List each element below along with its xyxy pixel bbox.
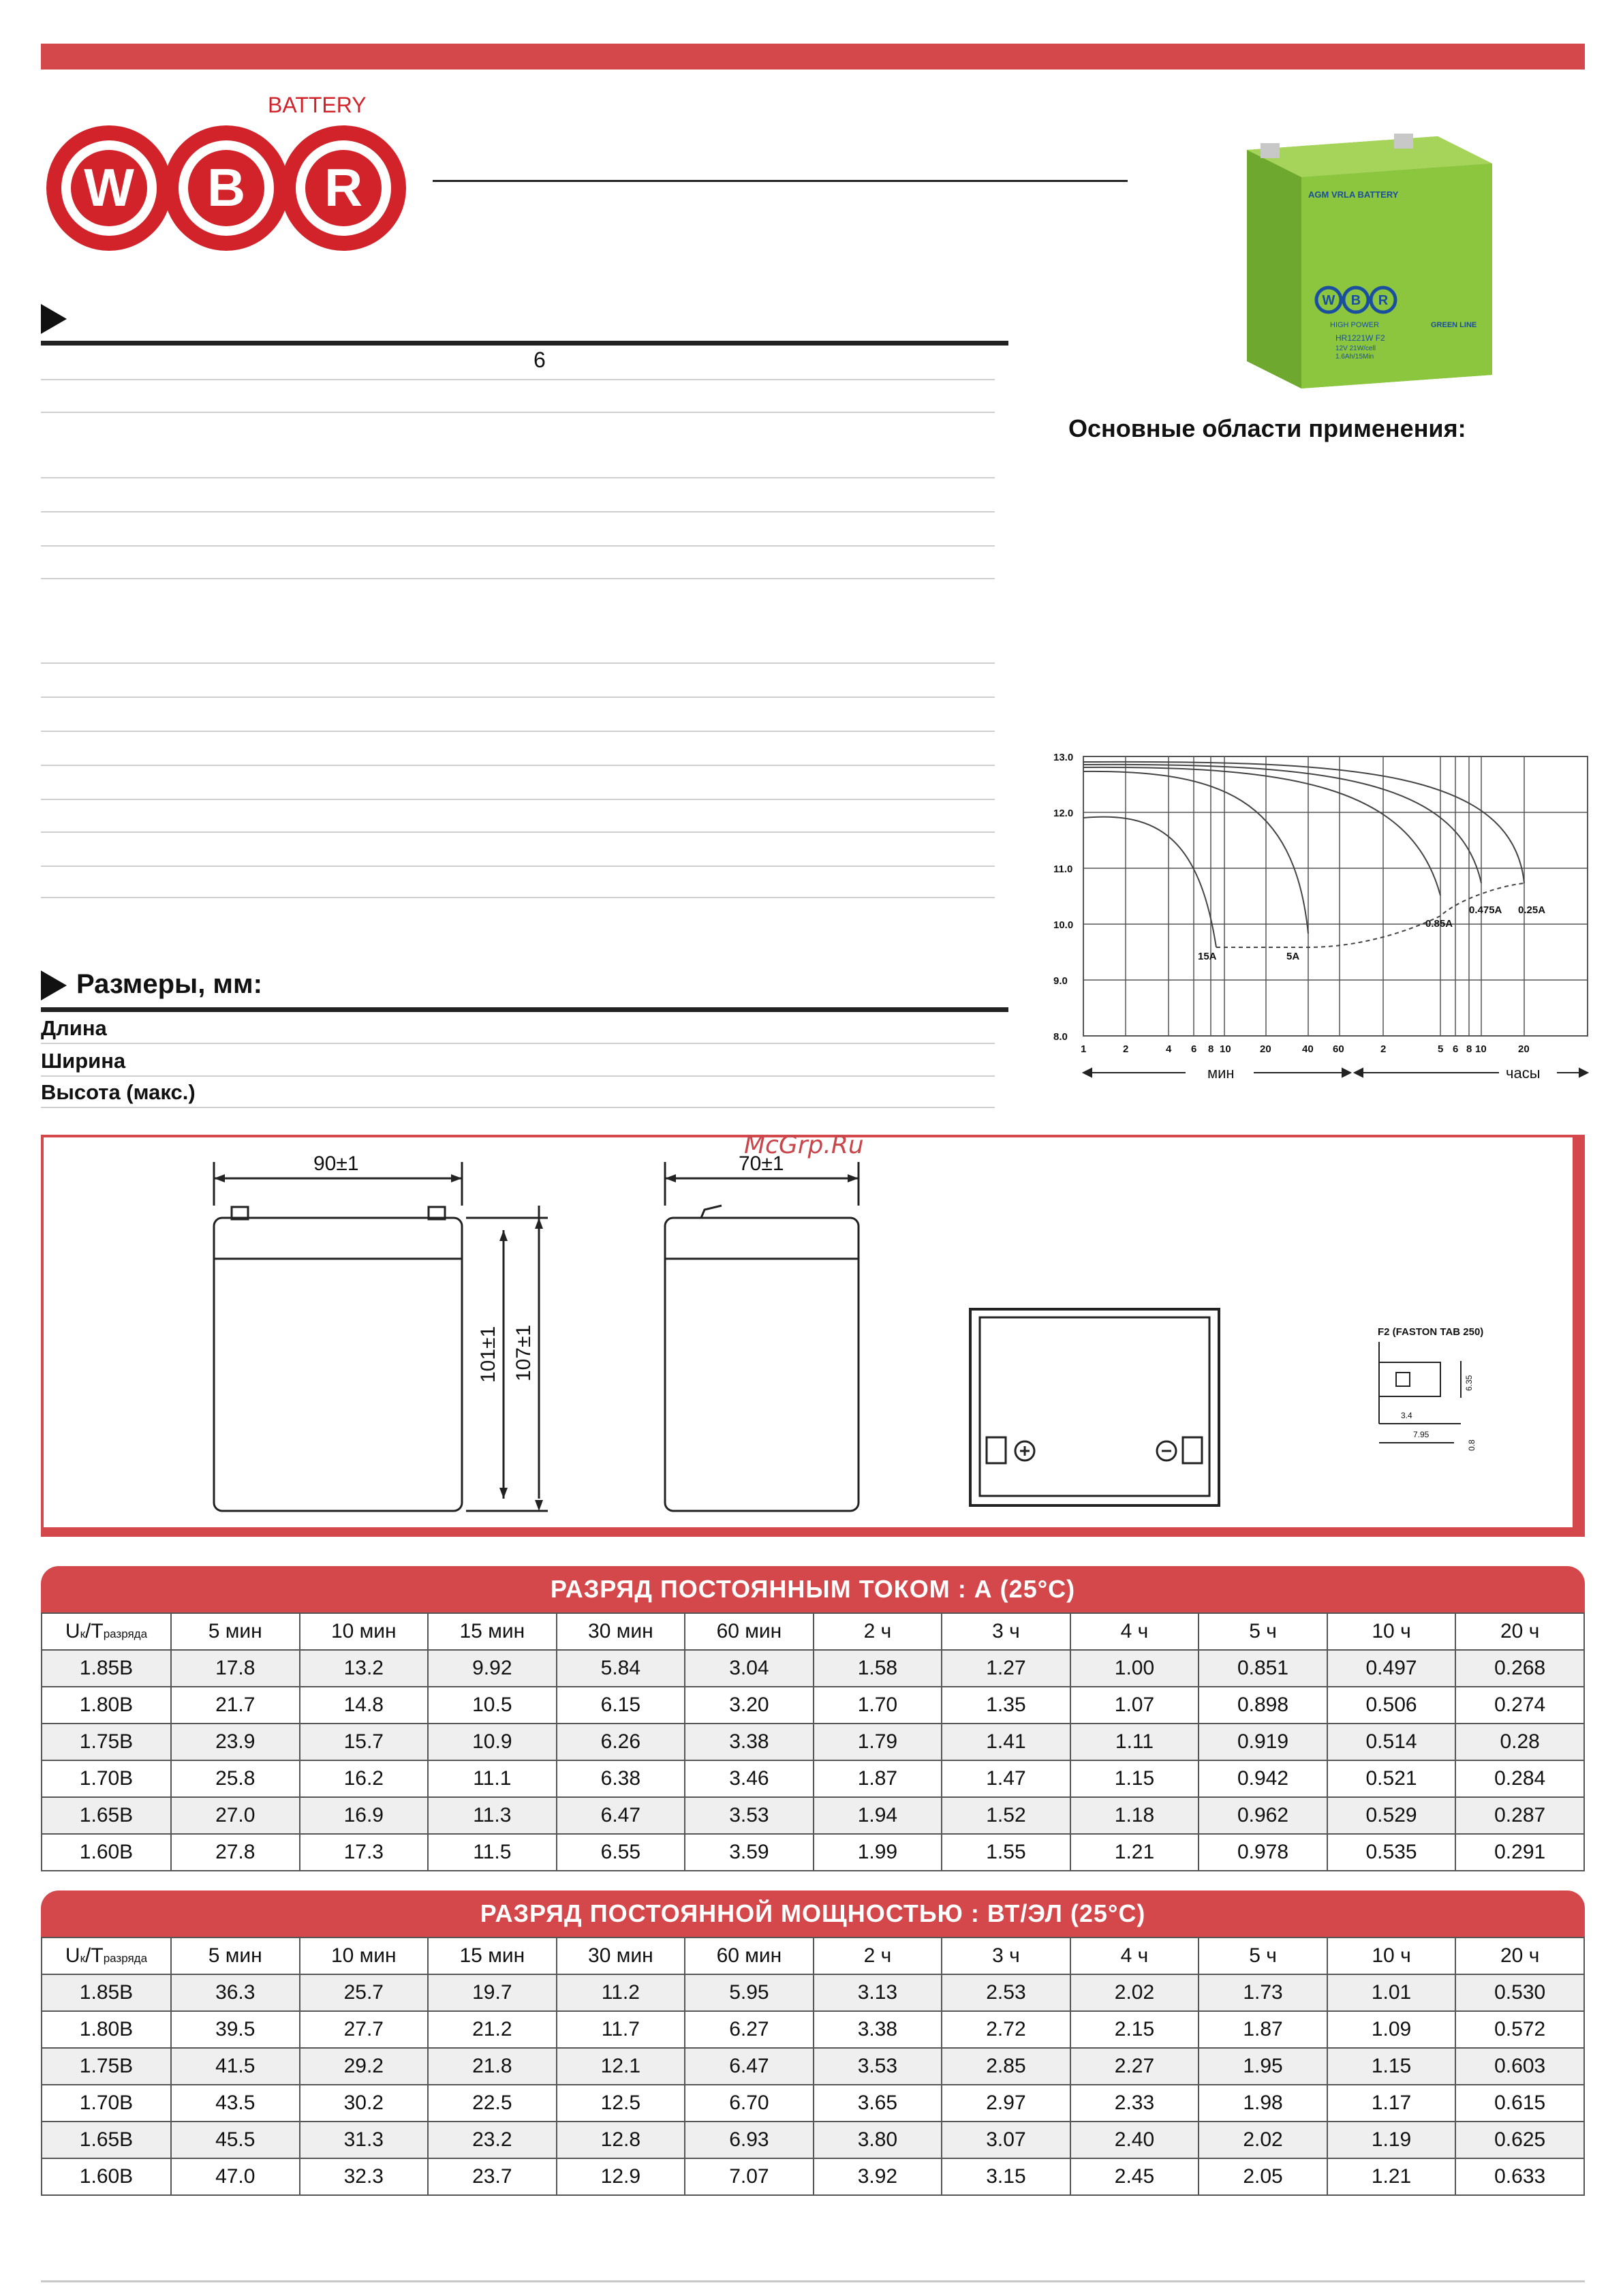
table-cell: 14.8 xyxy=(300,1687,429,1724)
spec-row-line xyxy=(41,799,995,800)
row-voltage: 1.70В xyxy=(42,1760,171,1797)
table-cell: 1.18 xyxy=(1070,1797,1199,1834)
table-cell: 3.07 xyxy=(942,2122,1070,2158)
table-cell: 3.38 xyxy=(814,2011,942,2048)
specs-section-arrow xyxy=(41,304,67,334)
battery-image xyxy=(1233,109,1499,395)
table-cell: 10.9 xyxy=(428,1724,557,1760)
dimensions-section-rule xyxy=(41,1007,1008,1012)
column-header: 10 ч xyxy=(1327,1938,1456,1974)
x-tick: 40 xyxy=(1302,1043,1314,1055)
table-cell: 2.33 xyxy=(1070,2085,1199,2122)
terminal-dim: 0.8 xyxy=(1467,1439,1477,1451)
table-cell: 16.2 xyxy=(300,1760,429,1797)
table-cell: 23.7 xyxy=(428,2158,557,2195)
table-cell: 1.07 xyxy=(1070,1687,1199,1724)
table-cell: 12.9 xyxy=(557,2158,685,2195)
row-voltage: 1.85В xyxy=(42,1650,171,1687)
curve-label: 0.25A xyxy=(1518,904,1546,916)
header-voltage-time: Uк/Tразряда xyxy=(42,1938,171,1974)
logo-circle-w xyxy=(46,125,172,251)
power-table-title: РАЗРЯД ПОСТОЯННОЙ МОЩНОСТЬЮ : ВТ/ЭЛ (25°С) xyxy=(41,1891,1585,1937)
table-cell: 27.8 xyxy=(171,1834,300,1871)
technical-drawing xyxy=(41,1135,1585,1537)
specs-section-rule xyxy=(41,341,1008,346)
table-cell: 6.55 xyxy=(557,1834,685,1871)
terminal-dim: 3.4 xyxy=(1401,1411,1412,1420)
table-cell: 6.15 xyxy=(557,1687,685,1724)
terminal-dim: 6.35 xyxy=(1464,1375,1474,1391)
table-cell: 11.7 xyxy=(557,2011,685,2048)
table-cell: 1.98 xyxy=(1199,2085,1327,2122)
battery-label-line: GREEN LINE xyxy=(1431,321,1477,329)
table-row xyxy=(42,1650,1584,1687)
x-tick: 6 xyxy=(1191,1043,1197,1055)
column-header: 60 мин xyxy=(685,1938,814,1974)
row-voltage: 1.70В xyxy=(42,2085,171,2122)
x-tick: 2 xyxy=(1380,1043,1387,1055)
column-header: 60 мин xyxy=(685,1613,814,1650)
curve-label: 0.85A xyxy=(1425,918,1453,930)
table-cell: 1.41 xyxy=(942,1724,1070,1760)
terminal-title: F2 (FASTON TAB 250) xyxy=(1378,1326,1484,1338)
table-cell: 2.40 xyxy=(1070,2122,1199,2158)
spec-row-line xyxy=(41,897,995,898)
table-cell: 3.65 xyxy=(814,2085,942,2122)
table-cell: 1.95 xyxy=(1199,2048,1327,2085)
table-header-row xyxy=(42,1938,1584,1974)
table-cell: 0.521 xyxy=(1327,1760,1456,1797)
table-cell: 7.07 xyxy=(685,2158,814,2195)
table-cell: 2.27 xyxy=(1070,2048,1199,2085)
table-cell: 27.0 xyxy=(171,1797,300,1834)
table-cell: 6.47 xyxy=(685,2048,814,2085)
front-width-label: 90±1 xyxy=(313,1152,359,1175)
table-cell: 0.497 xyxy=(1327,1650,1456,1687)
logo-circle-b xyxy=(164,125,289,251)
table-cell: 0.506 xyxy=(1327,1687,1456,1724)
column-header: 10 мин xyxy=(300,1938,429,1974)
wbr-logo xyxy=(41,89,409,286)
y-tick: 12.0 xyxy=(1053,808,1074,819)
table-cell: 1.99 xyxy=(814,1834,942,1871)
spec-row-line xyxy=(41,477,995,478)
table-cell: 2.45 xyxy=(1070,2158,1199,2195)
svg-text:B: B xyxy=(1350,293,1361,308)
table-cell: 23.9 xyxy=(171,1724,300,1760)
svg-text:W: W xyxy=(84,157,134,217)
table-cell: 2.05 xyxy=(1199,2158,1327,2195)
axis-unit-min: мин xyxy=(1207,1065,1235,1082)
table-cell: 0.529 xyxy=(1327,1797,1456,1834)
cells-value: 6 xyxy=(534,348,546,372)
table-cell: 6.38 xyxy=(557,1760,685,1797)
table-cell: 1.58 xyxy=(814,1650,942,1687)
column-header: 20 ч xyxy=(1455,1938,1584,1974)
table-cell: 1.35 xyxy=(942,1687,1070,1724)
table-row xyxy=(42,1834,1584,1871)
column-header: 15 мин xyxy=(428,1613,557,1650)
table-cell: 1.19 xyxy=(1327,2122,1456,2158)
current-discharge-table xyxy=(41,1612,1585,1871)
logo-circle-r xyxy=(281,125,406,251)
title-underline xyxy=(433,180,1128,182)
spec-row-line xyxy=(41,662,995,664)
x-tick: 2 xyxy=(1123,1043,1129,1055)
table-cell: 1.17 xyxy=(1327,2085,1456,2122)
x-tick: 20 xyxy=(1260,1043,1271,1055)
watermark: McGrp.Ru xyxy=(744,1131,864,1159)
discharge-curve-chart xyxy=(1049,743,1594,1084)
table-cell: 1.55 xyxy=(942,1834,1070,1871)
battery-label-power: HIGH POWER xyxy=(1330,321,1380,329)
table-cell: 2.72 xyxy=(942,2011,1070,2048)
table-cell: 1.70 xyxy=(814,1687,942,1724)
column-header: 5 мин xyxy=(171,1938,300,1974)
table-cell: 0.942 xyxy=(1199,1760,1327,1797)
table-cell: 11.5 xyxy=(428,1834,557,1871)
table-cell: 0.284 xyxy=(1455,1760,1584,1797)
x-tick: 8 xyxy=(1208,1043,1214,1055)
x-tick: 1 xyxy=(1081,1043,1087,1055)
table-cell: 29.2 xyxy=(300,2048,429,2085)
table-cell: 0.514 xyxy=(1327,1724,1456,1760)
table-cell: 32.3 xyxy=(300,2158,429,2195)
table-row xyxy=(42,1724,1584,1760)
table-row xyxy=(42,1687,1584,1724)
table-cell: 23.2 xyxy=(428,2122,557,2158)
table-cell: 3.04 xyxy=(685,1650,814,1687)
column-header: 15 мин xyxy=(428,1938,557,1974)
table-cell: 1.01 xyxy=(1327,1974,1456,2011)
spec-row-line xyxy=(41,866,995,867)
current-table-title: РАЗРЯД ПОСТОЯННЫМ ТОКОМ : А (25°С) xyxy=(41,1566,1585,1612)
table-cell: 17.8 xyxy=(171,1650,300,1687)
table-cell: 1.27 xyxy=(942,1650,1070,1687)
x-tick: 6 xyxy=(1453,1043,1459,1055)
table-cell: 19.7 xyxy=(428,1974,557,2011)
table-cell: 1.21 xyxy=(1327,2158,1456,2195)
svg-text:W: W xyxy=(1322,293,1335,308)
table-cell: 0.851 xyxy=(1199,1650,1327,1687)
table-cell: 1.21 xyxy=(1070,1834,1199,1871)
column-header: 5 ч xyxy=(1199,1613,1327,1650)
column-header: 10 мин xyxy=(300,1613,429,1650)
table-cell: 3.53 xyxy=(814,2048,942,2085)
table-cell: 12.5 xyxy=(557,2085,685,2122)
row-voltage: 1.75В xyxy=(42,2048,171,2085)
table-cell: 21.7 xyxy=(171,1687,300,1724)
curve-label: 5A xyxy=(1286,951,1300,962)
spec-row-line xyxy=(41,697,995,698)
svg-text:R: R xyxy=(1378,293,1389,308)
table-cell: 3.20 xyxy=(685,1687,814,1724)
table-cell: 1.87 xyxy=(1199,2011,1327,2048)
table-row xyxy=(42,1797,1584,1834)
table-cell: 3.53 xyxy=(685,1797,814,1834)
table-cell: 1.73 xyxy=(1199,1974,1327,2011)
header-voltage-time: Uк/Tразряда xyxy=(42,1613,171,1650)
curve-label: 15A xyxy=(1198,951,1217,962)
table-row xyxy=(42,2048,1584,2085)
table-cell: 5.95 xyxy=(685,1974,814,2011)
terminal-dim: 7.95 xyxy=(1413,1430,1429,1439)
table-cell: 0.603 xyxy=(1455,2048,1584,2085)
table-cell: 0.625 xyxy=(1455,2122,1584,2158)
spec-row-line xyxy=(41,731,995,732)
axis-unit-hours: часы xyxy=(1506,1065,1541,1082)
curve-label: 0.475A xyxy=(1469,904,1502,916)
svg-text:R: R xyxy=(324,157,363,217)
column-header: 4 ч xyxy=(1070,1938,1199,1974)
table-cell: 6.26 xyxy=(557,1724,685,1760)
y-tick: 13.0 xyxy=(1053,752,1074,763)
table-cell: 0.978 xyxy=(1199,1834,1327,1871)
x-tick: 60 xyxy=(1333,1043,1344,1055)
dimensions-title: Размеры, мм: xyxy=(76,969,262,999)
table-row xyxy=(42,2085,1584,2122)
table-cell: 1.52 xyxy=(942,1797,1070,1834)
x-tick: 10 xyxy=(1475,1043,1487,1055)
table-cell: 15.7 xyxy=(300,1724,429,1760)
table-cell: 0.898 xyxy=(1199,1687,1327,1724)
spec-row-line xyxy=(41,379,995,380)
spec-row-line xyxy=(41,831,995,833)
column-header: 30 мин xyxy=(557,1938,685,1974)
column-header: 20 ч xyxy=(1455,1613,1584,1650)
column-header: 30 мин xyxy=(557,1613,685,1650)
table-cell: 39.5 xyxy=(171,2011,300,2048)
x-tick: 20 xyxy=(1518,1043,1530,1055)
table-cell: 41.5 xyxy=(171,2048,300,2085)
table-cell: 10.5 xyxy=(428,1687,557,1724)
table-cell: 1.15 xyxy=(1327,2048,1456,2085)
table-cell: 27.7 xyxy=(300,2011,429,2048)
table-cell: 0.287 xyxy=(1455,1797,1584,1834)
table-cell: 2.15 xyxy=(1070,2011,1199,2048)
table-cell: 3.92 xyxy=(814,2158,942,2195)
table-cell: 2.85 xyxy=(942,2048,1070,2085)
row-voltage: 1.80В xyxy=(42,2011,171,2048)
column-header: 2 ч xyxy=(814,1613,942,1650)
table-cell: 36.3 xyxy=(171,1974,300,2011)
table-cell: 21.2 xyxy=(428,2011,557,2048)
table-cell: 1.79 xyxy=(814,1724,942,1760)
table-cell: 1.15 xyxy=(1070,1760,1199,1797)
table-cell: 11.2 xyxy=(557,1974,685,2011)
column-header: 5 мин xyxy=(171,1613,300,1650)
spec-row-line xyxy=(41,578,995,579)
table-row xyxy=(42,2158,1584,2195)
table-cell: 2.02 xyxy=(1070,1974,1199,2011)
applications-heading: Основные области применения: xyxy=(1068,414,1466,442)
table-cell: 6.47 xyxy=(557,1797,685,1834)
table-cell: 1.87 xyxy=(814,1760,942,1797)
table-cell: 22.5 xyxy=(428,2085,557,2122)
case-height-label: 101±1 xyxy=(477,1326,499,1383)
table-cell: 0.28 xyxy=(1455,1724,1584,1760)
table-cell: 6.27 xyxy=(685,2011,814,2048)
table-cell: 5.84 xyxy=(557,1650,685,1687)
table-cell: 0.274 xyxy=(1455,1687,1584,1724)
table-cell: 21.8 xyxy=(428,2048,557,2085)
column-header: 2 ч xyxy=(814,1938,942,1974)
table-cell: 9.92 xyxy=(428,1650,557,1687)
table-cell: 0.535 xyxy=(1327,1834,1456,1871)
x-tick: 8 xyxy=(1466,1043,1472,1055)
table-cell: 3.38 xyxy=(685,1724,814,1760)
row-voltage: 1.75В xyxy=(42,1724,171,1760)
table-cell: 0.291 xyxy=(1455,1834,1584,1871)
battery-label-type: AGM VRLA BATTERY xyxy=(1308,189,1399,200)
table-cell: 0.572 xyxy=(1455,2011,1584,2048)
table-cell: 3.46 xyxy=(685,1760,814,1797)
table-cell: 13.2 xyxy=(300,1650,429,1687)
table-cell: 3.13 xyxy=(814,1974,942,2011)
table-cell: 3.80 xyxy=(814,2122,942,2158)
table-cell: 11.1 xyxy=(428,1760,557,1797)
row-voltage: 1.80В xyxy=(42,1687,171,1724)
side-width-label: 70±1 xyxy=(739,1152,784,1175)
table-row xyxy=(42,1760,1584,1797)
table-cell: 0.919 xyxy=(1199,1724,1327,1760)
svg-text:B: B xyxy=(206,157,246,217)
logo-battery-word: BATTERY xyxy=(268,93,367,117)
footer-line xyxy=(41,2280,1585,2282)
y-tick: 11.0 xyxy=(1053,863,1073,875)
table-cell: 1.11 xyxy=(1070,1724,1199,1760)
table-cell: 16.9 xyxy=(300,1797,429,1834)
row-voltage: 1.60В xyxy=(42,2158,171,2195)
table-cell: 2.02 xyxy=(1199,2122,1327,2158)
dimension-row-height: Высота (макс.) xyxy=(41,1077,995,1108)
column-header: 10 ч xyxy=(1327,1613,1456,1650)
total-height-label: 107±1 xyxy=(512,1324,535,1381)
spec-row-line xyxy=(41,412,995,413)
x-tick: 4 xyxy=(1166,1043,1172,1055)
table-cell: 0.615 xyxy=(1455,2085,1584,2122)
table-cell: 25.7 xyxy=(300,1974,429,2011)
table-cell: 1.47 xyxy=(942,1760,1070,1797)
table-cell: 12.8 xyxy=(557,2122,685,2158)
y-tick: 9.0 xyxy=(1053,975,1068,987)
top-accent-bar xyxy=(41,44,1585,70)
table-cell: 0.962 xyxy=(1199,1797,1327,1834)
x-tick: 5 xyxy=(1438,1043,1444,1055)
table-cell: 25.8 xyxy=(171,1760,300,1797)
table-cell: 2.53 xyxy=(942,1974,1070,2011)
column-header: 4 ч xyxy=(1070,1613,1199,1650)
dimension-row-length: Длина xyxy=(41,1013,995,1044)
battery-label-model: HR1221W F2 xyxy=(1335,333,1385,343)
table-header-row xyxy=(42,1613,1584,1650)
column-header: 5 ч xyxy=(1199,1938,1327,1974)
spec-row-line xyxy=(41,765,995,766)
table-cell: 1.00 xyxy=(1070,1650,1199,1687)
table-row xyxy=(42,2011,1584,2048)
table-cell: 0.268 xyxy=(1455,1650,1584,1687)
table-cell: 30.2 xyxy=(300,2085,429,2122)
table-cell: 1.94 xyxy=(814,1797,942,1834)
power-discharge-table xyxy=(41,1937,1585,2196)
y-tick: 8.0 xyxy=(1053,1031,1068,1043)
table-cell: 1.09 xyxy=(1327,2011,1456,2048)
table-cell: 17.3 xyxy=(300,1834,429,1871)
row-voltage: 1.85В xyxy=(42,1974,171,2011)
dimension-row-width: Ширина xyxy=(41,1045,995,1077)
column-header: 3 ч xyxy=(942,1613,1070,1650)
table-cell: 45.5 xyxy=(171,2122,300,2158)
table-row xyxy=(42,2122,1584,2158)
table-cell: 31.3 xyxy=(300,2122,429,2158)
battery-label-spec: 12V 21W/cell xyxy=(1335,345,1376,352)
table-cell: 43.5 xyxy=(171,2085,300,2122)
row-voltage: 1.60В xyxy=(42,1834,171,1871)
table-cell: 2.97 xyxy=(942,2085,1070,2122)
table-cell: 6.70 xyxy=(685,2085,814,2122)
row-voltage: 1.65В xyxy=(42,1797,171,1834)
table-row xyxy=(42,1974,1584,2011)
table-cell: 11.3 xyxy=(428,1797,557,1834)
spec-row-line xyxy=(41,511,995,512)
y-tick: 10.0 xyxy=(1053,919,1074,931)
table-cell: 47.0 xyxy=(171,2158,300,2195)
dimensions-section-arrow xyxy=(41,970,67,1000)
table-cell: 3.15 xyxy=(942,2158,1070,2195)
row-voltage: 1.65В xyxy=(42,2122,171,2158)
battery-label-rating: 1.6Ah/15Min xyxy=(1335,353,1374,361)
table-cell: 3.59 xyxy=(685,1834,814,1871)
spec-row-line xyxy=(41,545,995,547)
table-cell: 6.93 xyxy=(685,2122,814,2158)
table-cell: 0.530 xyxy=(1455,1974,1584,2011)
table-cell: 0.633 xyxy=(1455,2158,1584,2195)
table-cell: 12.1 xyxy=(557,2048,685,2085)
column-header: 3 ч xyxy=(942,1938,1070,1974)
x-tick: 10 xyxy=(1220,1043,1231,1055)
